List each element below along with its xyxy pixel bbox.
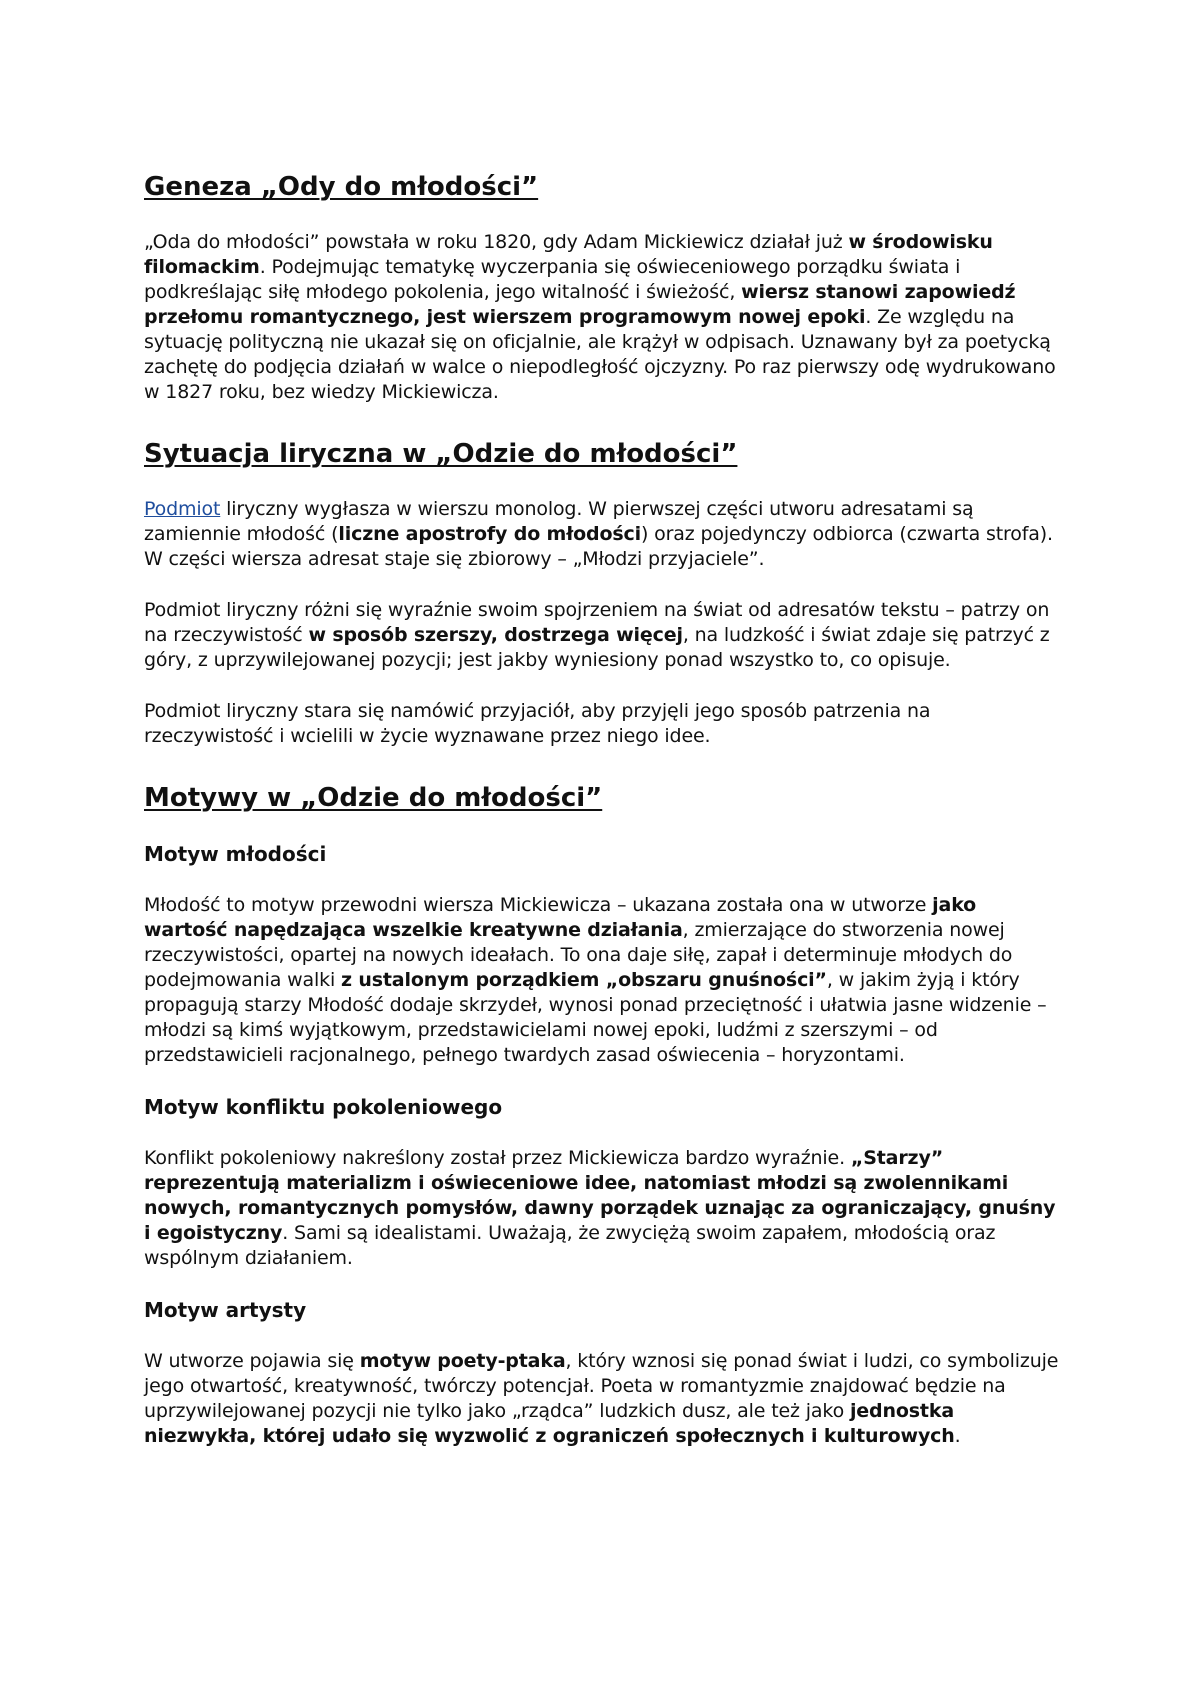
podmiot-link[interactable]: Podmiot xyxy=(144,498,221,520)
text-run: , na ludzkość i świat zdaje się patrzyć z góry, z uprzywilejowanej pozycji; jest jakby wyniesiony ponad wszystko to, co opisuje. xyxy=(144,624,1050,671)
motif-heading-generational-conflict: Motyw konfliktu pokoleniowego xyxy=(144,1095,503,1119)
text-run: ) oraz pojedynczy odbiorca (czwarta strofa). W części wiersza adresat staje się zbiorowy – „Młodzi przyjaciele”. xyxy=(144,523,1053,570)
text-run: , zmierzające do stworzenia nowej rzeczywistości, opartej na nowych ideałach. To ona daje siłę, zapał i determinuje młodych do podejmowania walki xyxy=(144,919,1013,991)
text-run: , w jakim żyją i który propagują starzy Młodość dodaje skrzydeł, wynosi ponad przeciętność i ułatwia jasne widzenie – młodzi są kimś wyjątkowym, przedstawicielami nowej epoki, ludźmi z szerszymi – od przedstawicieli racjonalnego, pełnego twardych zasad oświecenia – horyzontami. xyxy=(144,969,1047,1066)
paragraph-motif-youth xyxy=(144,893,1064,1068)
bold-text: „Starzy” reprezentują materializm i oświeceniowe idee, natomiast młodzi są zwolennikami nowych, romantycznych pomysłów, dawny porządek uznając za ograniczający, gnuśny i egoistyczny xyxy=(144,1147,1056,1244)
section-genesis xyxy=(144,170,1064,405)
paragraph-lyrical-1 xyxy=(144,497,1064,572)
section-heading-motifs: Motywy w „Odzie do młodości” xyxy=(144,783,603,813)
text-run: Młodość to motyw przewodni wiersza Mickiewicza – ukazana została ona w utworze xyxy=(144,894,933,916)
bold-text: w sposób szerszy, dostrzega więcej xyxy=(308,624,683,646)
text-run: . Sami są idealistami. Uważają, że zwyciężą swoim zapałem, młodością oraz wspólnym działaniem. xyxy=(144,1222,996,1269)
text-run: , który wznosi się ponad świat i ludzi, co symbolizuje jego otwartość, kreatywność, twórczy potencjał. Poeta w romantyzmie znajdować będzie na uprzywilejowanej pozycji nie tylko jako „rządca” ludzkich dusz, ale też jako xyxy=(144,1350,1059,1422)
bold-text: z ustalonym porządkiem „obszaru gnuśności” xyxy=(340,969,827,991)
document-page xyxy=(144,170,1064,1475)
text-run: liryczny wygłasza w wierszu monolog. W pierwszej części utworu adresatami są zamiennie młodość ( xyxy=(144,498,974,545)
text-run: . Podejmując tematykę wyczerpania się oświeceniowego porządku świata i podkreślając siłę młodego pokolenia, jego witalność i świeżość, xyxy=(144,256,961,303)
paragraph-genesis xyxy=(144,230,1064,405)
paragraph-motif-conflict xyxy=(144,1146,1064,1271)
bold-text: jednostka niezwykła, której udało się wyzwolić z ograniczeń społecznych i kulturowych xyxy=(144,1400,955,1447)
motif-heading-youth: Motyw młodości xyxy=(144,842,327,866)
text-run: „Oda do młodości” powstała w roku 1820, gdy Adam Mickiewicz działał już xyxy=(144,231,849,253)
section-heading-genesis: Geneza „Ody do młodości” xyxy=(144,172,539,202)
motif-heading-artist: Motyw artysty xyxy=(144,1298,307,1322)
paragraph-motif-artist xyxy=(144,1349,1064,1449)
bold-text: w środowisku filomackim xyxy=(144,231,993,278)
bold-text: jako wartość napędzająca wszelkie kreatywne działania xyxy=(144,894,977,941)
section-heading-lyrical-situation: Sytuacja liryczna w „Odzie do młodości” xyxy=(144,439,738,469)
text-run: W utworze pojawia się xyxy=(144,1350,360,1372)
bold-text: wiersz stanowi zapowiedź przełomu romantycznego, jest wierszem programowym nowej epoki xyxy=(144,281,1016,328)
section-lyrical-situation xyxy=(144,437,1064,749)
text-run: Podmiot liryczny różni się wyraźnie swoim spojrzeniem na świat od adresatów tekstu – patrzy on na rzeczywistość xyxy=(144,599,1050,646)
paragraph-lyrical-3: Podmiot liryczny stara się namówić przyjaciół, aby przyjęli jego sposób patrzenia na rzeczywistość i wcielili w życie wyznawane przez niego idee. xyxy=(144,700,931,747)
section-motifs xyxy=(144,781,1064,1449)
text-run: Konflikt pokoleniowy nakreślony został przez Mickiewicza bardzo wyraźnie. xyxy=(144,1147,851,1169)
text-run: . xyxy=(954,1425,961,1447)
bold-text: motyw poety-ptaka xyxy=(359,1350,566,1372)
bold-text: liczne apostrofy do młodości xyxy=(338,523,641,545)
paragraph-lyrical-2 xyxy=(144,598,1064,673)
text-run: . Ze względu na sytuację polityczną nie ukazał się on oficjalnie, ale krążył w odpisach. Uznawany był za poetycką zachętę do podjęcia działań w walce o niepodległość ojczyzny. Po raz pierwszy odę wydrukowano w 1827 roku, bez wiedzy Mickiewicza. xyxy=(144,306,1056,403)
